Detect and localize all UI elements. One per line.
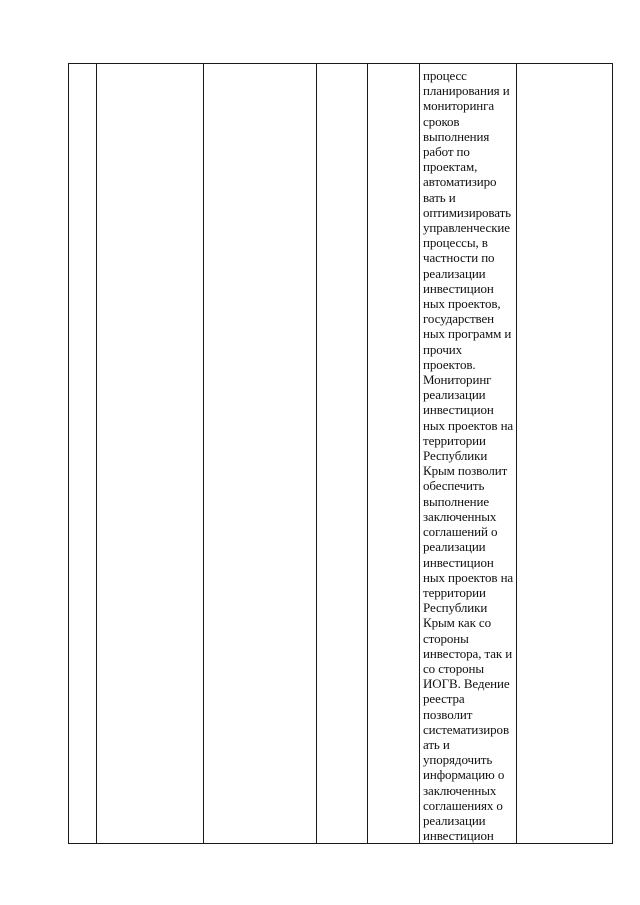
description-text [420,64,516,843]
description-line: территории [423,432,486,448]
description-line: систематизиров [423,721,509,737]
description-line: государствен [423,311,495,327]
description-line: вать и [423,189,456,205]
description-line: проектов. [423,356,476,372]
table-cell-col-4 [317,64,368,844]
description-line: реализации [423,387,486,403]
description-line: оптимизировать [423,204,511,220]
description-line: обеспечить [423,478,485,494]
document-table [68,63,613,844]
description-line: реестра [423,691,465,707]
description-line: информацию о [423,767,505,783]
description-line: управленческие [423,220,510,236]
table-cell-col-7 [517,64,613,844]
description-line: инвестора, так и [423,645,513,661]
description-line: соглашениях о [423,797,503,813]
description-line: выполнение [423,493,490,509]
description-line: выполнения [423,128,490,144]
description-line: заключенных [423,508,497,524]
description-line: заключенных [423,782,497,798]
description-line: со стороны [423,660,484,676]
description-line: реализации [423,265,486,281]
table-cell-col-5 [368,64,420,844]
table-cell-col-3 [204,64,317,844]
description-line: ных проектов, [423,296,501,312]
description-line: соглашений о [423,524,498,540]
description-line: стороны [423,630,469,646]
description-line: Мониторинг [423,372,492,388]
description-line: мониторинга [423,98,495,114]
description-line: планирования и [423,83,510,99]
description-line: проектам, [423,159,478,175]
description-line: ать и [423,736,450,752]
description-line: инвестицион [423,828,494,844]
table-cell-col-1 [69,64,97,844]
description-line: ИОГВ. Ведение [423,676,510,692]
description-line: Республики [423,448,488,464]
description-line: частности по [423,250,495,266]
description-line: Крым как со [423,615,492,631]
description-line: Республики [423,600,488,616]
description-line: реализации [423,539,486,555]
description-line: прочих [423,341,463,357]
description-line: ных проектов на [423,417,514,433]
table-row [69,64,613,844]
description-line: территории [423,584,486,600]
table-cell-col-2 [97,64,204,844]
description-line: ных проектов на [423,569,514,585]
description-line: ных программ и [423,326,512,342]
description-line: инвестицион [423,554,494,570]
description-line: процесс [423,68,467,83]
description-line: позволит [423,706,473,722]
description-line: инвестицион [423,280,494,296]
description-line: автоматизиро [423,174,497,190]
description-line: процессы, в [423,235,488,251]
description-line: работ по [423,144,470,160]
description-line: инвестицион [423,402,494,418]
description-line: Крым позволит [423,463,508,479]
table-cell-description [420,64,517,844]
description-line: упорядочить [423,752,493,768]
description-line: реализации [423,812,486,828]
description-line: сроков [423,113,460,129]
